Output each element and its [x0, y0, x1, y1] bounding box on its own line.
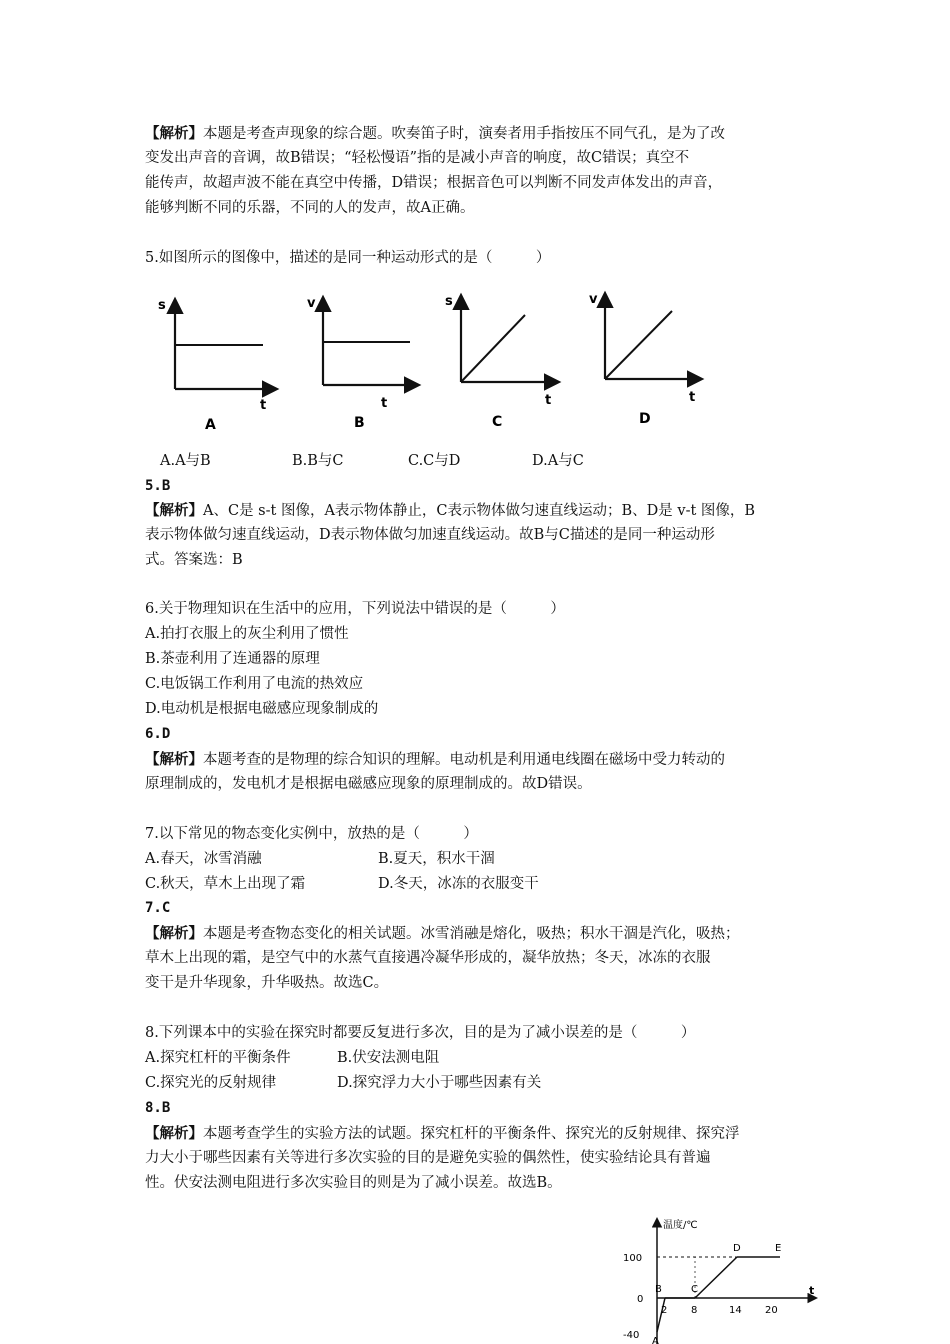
- q7-answer: 7.C: [145, 900, 171, 916]
- q4-analysis-line-2: 变发出声音的音调，故B错误；“轻松慢语”指的是减小声音的响度，故C错误；真空不: [145, 150, 690, 166]
- q5-option-d: D.A与C: [532, 453, 584, 469]
- q8-analysis-line-3: 性。伏安法测电阻进行多次实验目的则是为了减小误差。故选B。: [145, 1175, 562, 1191]
- q5-motion-graphs: [145, 285, 745, 435]
- q6-option-a: A.拍打衣服上的灰尘利用了惯性: [145, 626, 349, 642]
- analysis-tag: 【解析】: [145, 125, 203, 142]
- q5-question: 5.如图所示的图像中，描述的是同一种运动形式的是（ ）: [145, 250, 551, 266]
- temp-x-tick-2: 2: [661, 1305, 668, 1316]
- graph-a-y-label: s: [158, 298, 166, 313]
- q6-option-c: C.电饭锅工作利用了电流的热效应: [145, 676, 364, 692]
- temp-y-tick-100: 100: [623, 1253, 643, 1264]
- temp-x-tick-8: 8: [691, 1305, 698, 1316]
- q6-answer: 6.D: [145, 726, 171, 742]
- graph-a: [158, 298, 275, 433]
- q5-option-b: B.B与C: [292, 453, 344, 469]
- q7-option-c: C.秋天，草木上出现了霜: [145, 876, 306, 892]
- q8-option-a: A.探究杠杆的平衡条件: [145, 1050, 291, 1066]
- q8-analysis-line-1: 【解析】本题考查学生的实验方法的试题。探究杠杆的平衡条件、探究光的反射规律、探究浮: [145, 1125, 740, 1142]
- q7-option-d: D.冬天，冰冻的衣服变干: [378, 876, 539, 892]
- q7-option-a: A.春天，冰雪消融: [145, 851, 262, 867]
- q7-analysis-line-1: 【解析】本题是考查物态变化的相关试题。冰雪消融是熔化，吸热；积水干涸是汽化，吸热；: [145, 925, 740, 942]
- q5-analysis-line-3: 式。答案选：B: [145, 552, 243, 568]
- graph-c-y-label: s: [445, 294, 453, 309]
- temp-y-tick-0: 0: [637, 1294, 644, 1305]
- q6-option-d: D.电动机是根据电磁感应现象制成的: [145, 701, 379, 717]
- graph-b-y-label: v: [307, 296, 316, 311]
- q4-analysis-line-3: 能传声，故超声波不能在真空中传播，D错误；根据音色可以判断不同发声体发出的声音，: [145, 175, 723, 191]
- q8-question: 8.下列课本中的实验在探究时都要反复进行多次，目的是为了减小误差的是（ ）: [145, 1025, 696, 1041]
- temp-y-tick-neg40: -40: [623, 1330, 640, 1341]
- temp-point-e: E: [775, 1243, 782, 1254]
- temperature-time-graph: [615, 1210, 835, 1344]
- q5-answer: 5.B: [145, 478, 171, 494]
- graph-c-x-label: t: [545, 393, 552, 408]
- graph-b-caption: B: [354, 415, 365, 431]
- graph-b-x-label: t: [381, 396, 388, 411]
- q6-analysis-line-2: 原理制成的，发电机才是根据电磁感应现象的原理制成的。故D错误。: [145, 776, 592, 792]
- q8-answer: 8.B: [145, 1100, 171, 1116]
- q4-analysis-line-4: 能够判断不同的乐器，不同的人的发声，故A正确。: [145, 200, 475, 216]
- graph-d-caption: D: [639, 411, 651, 427]
- q5-analysis-line-1: 【解析】A、C是 s-t 图像，A表示物体静止，C表示物体做匀速直线运动；B、D是 v-t 图像，B: [145, 502, 756, 519]
- q8-option-c: C.探究光的反射规律: [145, 1075, 277, 1091]
- q5-option-c: C.C与D: [408, 453, 461, 469]
- q6-analysis-line-1: 【解析】本题考查的是物理的综合知识的理解。电动机是利用通电线圈在磁场中受力转动的: [145, 751, 725, 768]
- graph-d-x-label: t: [689, 390, 696, 405]
- temp-x-tick-14: 14: [729, 1305, 742, 1316]
- q7-analysis-line-3: 变干是升华现象，升华吸热。故选C。: [145, 975, 389, 991]
- temp-x-label: t: [809, 1284, 815, 1297]
- q6-question: 6.关于物理知识在生活中的应用，下列说法中错误的是（ ）: [145, 601, 565, 617]
- graph-d-y-label: v: [589, 292, 598, 307]
- graph-b: [307, 296, 417, 431]
- q4-analysis-line-1: 【解析】本题是考查声现象的综合题。吹奏笛子时，演奏者用手指按压不同气孔，是为了改: [145, 125, 725, 142]
- q8-option-d: D.探究浮力大小于哪些因素有关: [337, 1075, 542, 1091]
- temp-x-tick-20: 20: [765, 1305, 778, 1316]
- graph-a-x-label: t: [260, 398, 267, 413]
- q5-analysis-line-2: 表示物体做匀速直线运动，D表示物体做匀加速直线运动。故B与C描述的是同一种运动形: [145, 527, 715, 543]
- graph-c: [445, 294, 557, 430]
- temp-point-b: B: [655, 1284, 662, 1295]
- temp-point-d: D: [733, 1243, 741, 1254]
- q8-analysis-line-2: 力大小于哪些因素有关等进行多次实验的目的是避免实验的偶然性，使实验结论具有普遍: [145, 1150, 711, 1166]
- temp-point-c: C: [691, 1284, 698, 1295]
- graph-d: [589, 292, 700, 427]
- q7-analysis-line-2: 草木上出现的霜，是空气中的水蒸气直接遇冷凝华形成的，凝华放热；冬天，冰冻的衣服: [145, 950, 711, 966]
- temp-y-label: 温度/℃: [663, 1220, 698, 1231]
- q6-option-b: B.茶壶利用了连通器的原理: [145, 651, 320, 667]
- q5-option-a: A.A与B: [160, 453, 211, 469]
- q7-option-b: B.夏天，积水干涸: [378, 851, 495, 867]
- q8-option-b: B.伏安法测电阻: [337, 1050, 440, 1066]
- temp-point-a: A: [652, 1336, 659, 1344]
- graph-c-caption: C: [492, 414, 503, 430]
- graph-a-caption: A: [205, 417, 216, 433]
- q7-question: 7.以下常见的物态变化实例中，放热的是（ ）: [145, 826, 478, 842]
